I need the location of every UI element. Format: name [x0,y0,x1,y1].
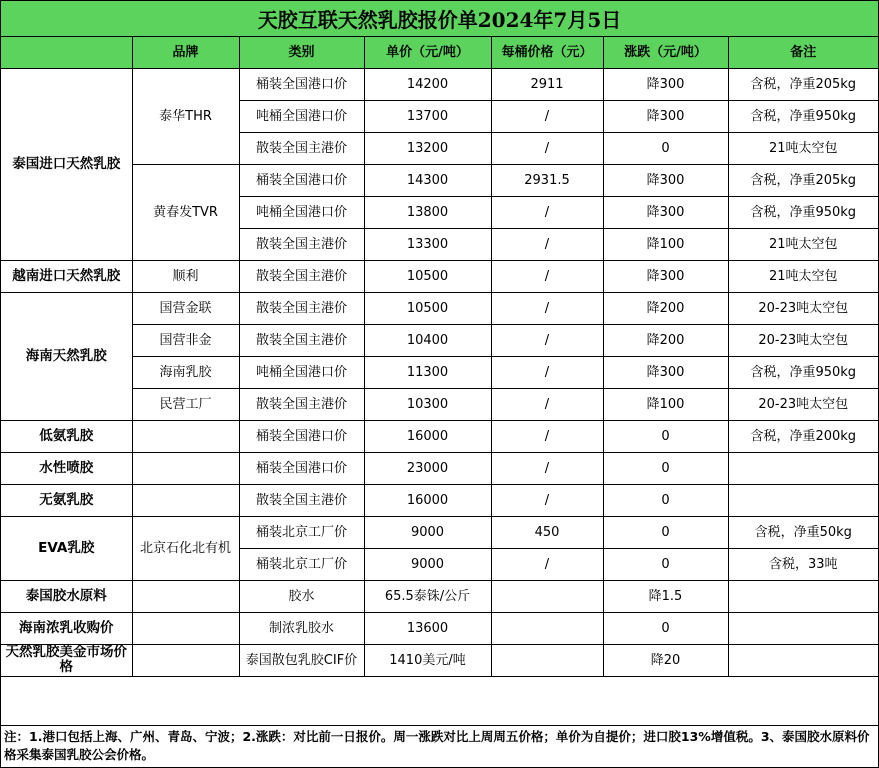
note-cell: 21吨太空包 [728,132,878,164]
type-cell: 散装全国主港价 [239,292,364,324]
price-cell: 13700 [364,100,491,132]
note-cell [728,452,878,484]
table-row [1,420,878,452]
change-cell: 0 [603,132,728,164]
brand-cell [132,644,239,676]
price-cell: 10500 [364,292,491,324]
change-cell: 降100 [603,228,728,260]
change-cell: 降100 [603,388,728,420]
type-cell: 散装全国主港价 [239,324,364,356]
category-cell: 泰国胶水原料 [1,580,132,612]
type-cell: 散装全国主港价 [239,132,364,164]
barrel-cell: / [491,452,603,484]
brand-cell: 国营金联 [132,292,239,324]
header-category [1,37,132,68]
brand-cell: 泰华THR [132,68,239,164]
barrel-cell [491,612,603,644]
type-cell: 吨桶全国港口价 [239,356,364,388]
change-cell: 0 [603,548,728,580]
barrel-cell: 2931.5 [491,164,603,196]
header-change: 涨跌（元/吨） [603,37,728,68]
category-cell: 低氨乳胶 [1,420,132,452]
brand-cell [132,484,239,516]
table-row [1,644,878,676]
brand-cell [132,452,239,484]
brand-cell: 顺利 [132,260,239,292]
brand-cell: 海南乳胶 [132,356,239,388]
price-cell: 13600 [364,612,491,644]
note-cell [728,644,878,676]
type-cell: 胶水 [239,580,364,612]
category-cell: EVA乳胶 [1,516,132,580]
footer-note: 注：1.港口包括上海、广州、青岛、宁波；2.涨跌：对比前一日报价。周一涨跌对比上周周五价格；单价为自提价；进口胶13%增值税。3、泰国胶水原料价格采集泰国乳胶公会价格。 [1,725,878,766]
note-cell: 21吨太空包 [728,260,878,292]
table-row [1,452,878,484]
note-cell [728,580,878,612]
note-cell: 含税，净重205kg [728,164,878,196]
price-cell: 9000 [364,548,491,580]
table-row [1,260,878,292]
sheet-title: 天胶互联天然乳胶报价单2024年7月5日 [1,1,878,37]
brand-cell [132,420,239,452]
price-cell: 10500 [364,260,491,292]
header-barrel-price: 每桶价格（元） [491,37,603,68]
type-cell: 吨桶全国港口价 [239,100,364,132]
price-cell: 13800 [364,196,491,228]
note-cell: 含税，净重200kg [728,420,878,452]
price-cell: 10400 [364,324,491,356]
header-unit-price: 单价（元/吨） [364,37,491,68]
change-cell: 0 [603,484,728,516]
price-cell: 16000 [364,420,491,452]
table-row [1,164,878,196]
price-cell: 14300 [364,164,491,196]
note-cell: 含税，33吨 [728,548,878,580]
category-cell: 海南天然乳胶 [1,292,132,420]
price-cell: 10300 [364,388,491,420]
barrel-cell: 2911 [491,68,603,100]
change-cell: 0 [603,452,728,484]
header-row [1,37,878,68]
table-row [1,68,878,100]
note-cell: 含税，净重950kg [728,356,878,388]
barrel-cell: / [491,132,603,164]
barrel-cell: / [491,196,603,228]
price-cell: 23000 [364,452,491,484]
barrel-cell: 450 [491,516,603,548]
price-cell: 13200 [364,132,491,164]
change-cell: 降1.5 [603,580,728,612]
category-cell: 泰国进口天然乳胶 [1,68,132,260]
category-cell: 水性喷胶 [1,452,132,484]
table-row [1,292,878,324]
barrel-cell: / [491,292,603,324]
brand-cell: 国营非金 [132,324,239,356]
brand-cell [132,612,239,644]
type-cell: 桶装全国港口价 [239,452,364,484]
category-cell: 越南进口天然乳胶 [1,260,132,292]
price-cell: 14200 [364,68,491,100]
category-cell: 无氨乳胶 [1,484,132,516]
price-cell: 16000 [364,484,491,516]
note-cell [728,612,878,644]
header-note: 备注 [728,37,878,68]
barrel-cell: / [491,356,603,388]
price-cell: 65.5泰铢/公斤 [364,580,491,612]
barrel-cell: / [491,228,603,260]
note-cell: 20-23吨太空包 [728,292,878,324]
note-cell: 20-23吨太空包 [728,324,878,356]
change-cell: 0 [603,612,728,644]
change-cell: 0 [603,420,728,452]
barrel-cell: / [491,100,603,132]
price-cell: 1410美元/吨 [364,644,491,676]
table-row [1,516,878,548]
barrel-cell: / [491,324,603,356]
type-cell: 桶装北京工厂价 [239,516,364,548]
change-cell: 降300 [603,356,728,388]
note-cell: 含税，净重950kg [728,196,878,228]
header-type: 类别 [239,37,364,68]
type-cell: 泰国散包乳胶CIF价 [239,644,364,676]
change-cell: 降300 [603,196,728,228]
price-cell: 13300 [364,228,491,260]
type-cell: 散装全国主港价 [239,260,364,292]
table-row [1,612,878,644]
brand-cell: 北京石化北有机 [132,516,239,580]
note-cell: 21吨太空包 [728,228,878,260]
note-cell: 20-23吨太空包 [728,388,878,420]
type-cell: 制浓乳胶水 [239,612,364,644]
price-table [1,37,878,677]
barrel-cell: / [491,260,603,292]
note-cell [728,484,878,516]
note-cell: 含税，净重50kg [728,516,878,548]
change-cell: 降20 [603,644,728,676]
barrel-cell [491,580,603,612]
type-cell: 吨桶全国港口价 [239,196,364,228]
category-cell: 天然乳胶美金市场价格 [1,644,132,676]
change-cell: 降300 [603,260,728,292]
note-cell: 含税，净重950kg [728,100,878,132]
price-cell: 11300 [364,356,491,388]
change-cell: 0 [603,516,728,548]
type-cell: 桶装全国港口价 [239,68,364,100]
brand-cell [132,580,239,612]
type-cell: 桶装全国港口价 [239,420,364,452]
type-cell: 散装全国主港价 [239,484,364,516]
change-cell: 降300 [603,164,728,196]
table-row [1,580,878,612]
change-cell: 降300 [603,100,728,132]
barrel-cell: / [491,548,603,580]
type-cell: 桶装全国港口价 [239,164,364,196]
brand-cell: 黄春发TVR [132,164,239,260]
change-cell: 降200 [603,324,728,356]
change-cell: 降200 [603,292,728,324]
change-cell: 降300 [603,68,728,100]
table-row [1,484,878,516]
category-cell: 海南浓乳收购价 [1,612,132,644]
type-cell: 桶装北京工厂价 [239,548,364,580]
barrel-cell: / [491,388,603,420]
barrel-cell: / [491,420,603,452]
price-cell: 9000 [364,516,491,548]
type-cell: 散装全国主港价 [239,388,364,420]
note-cell: 含税，净重205kg [728,68,878,100]
table-row [1,324,878,356]
table-row [1,356,878,388]
barrel-cell [491,644,603,676]
brand-cell: 民营工厂 [132,388,239,420]
table-row [1,388,878,420]
type-cell: 散装全国主港价 [239,228,364,260]
barrel-cell: / [491,484,603,516]
header-brand: 品牌 [132,37,239,68]
